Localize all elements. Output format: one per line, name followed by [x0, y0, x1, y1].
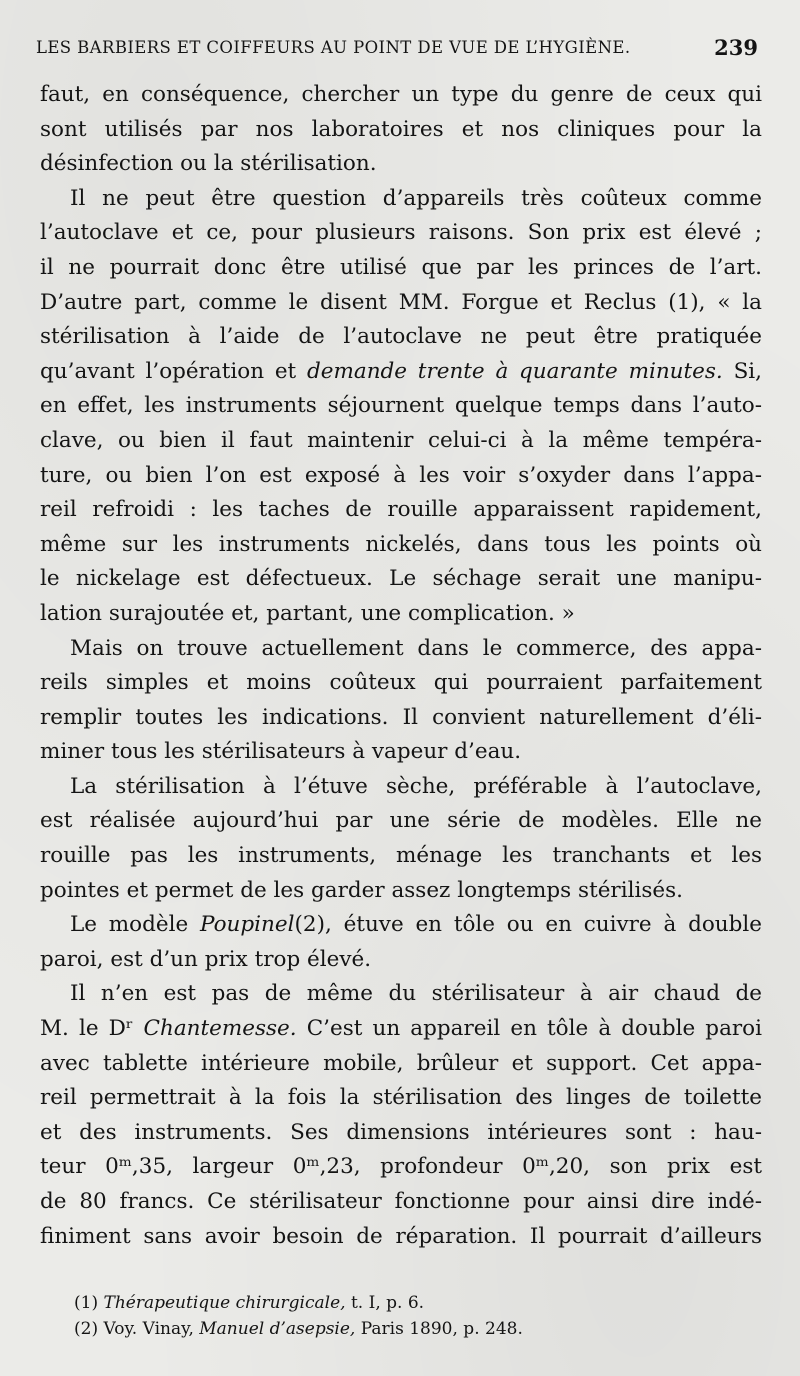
text-line: l’autoclave et ce, pour plusieurs raisons. Son prix est élevé ;: [40, 220, 762, 246]
paragraph-start-line: La stérilisation à l’étuve sèche, préférable à l’autoclave,: [70, 773, 762, 799]
text-line: miner tous les stérilisateurs à vapeur d’eau.: [40, 739, 522, 765]
footnote-marker: (1): [74, 1293, 99, 1313]
text-line: rouille pas les instruments, ménage les tranchants et les: [40, 843, 762, 869]
text-line: paroi, est d’un prix trop élevé.: [40, 946, 372, 972]
text-line: faut, en conséquence, chercher un type du genre de ceux qui: [40, 82, 762, 107]
text-line: en effet, les instruments séjournent quelque temps dans l’auto-: [40, 393, 762, 419]
text-line-with-italic: [40, 1012, 762, 1047]
text-segment: (2), étuve en tôle ou en cuivre à double: [294, 912, 762, 938]
body-text: [40, 78, 762, 1254]
text-line-with-italic: [40, 355, 762, 390]
text-line: avec tablette intérieure mobile, brûleur et support. Cet appa-: [40, 1050, 762, 1076]
text-segment: C’est un appareil en tôle à double paroi: [306, 1016, 762, 1042]
text-line: clave, ou bien il faut maintenir celui-ci à la même tempéra-: [40, 427, 762, 453]
footnote-title: Thérapeutique chirurgicale,: [103, 1293, 346, 1313]
footnote-marker: (2): [74, 1319, 99, 1339]
text-line: de 80 francs. Ce stérilisateur fonctionne pour ainsi dire indé-: [40, 1189, 762, 1214]
text-line: pointes et permet de les garder assez longtemps stérilisés.: [40, 877, 683, 903]
italic-name-segment: Chantemesse.: [143, 1016, 297, 1042]
text-line: stérilisation à l’aide de l’autoclave ne peut être pratiquée: [40, 324, 762, 350]
footnote-2: [74, 1316, 754, 1342]
text-segment: qu’avant l’opération et: [40, 358, 297, 384]
paragraph-start-line-with-italic: [40, 908, 762, 943]
text-line: finiment sans avoir besoin de réparation. Il pourrait d’ailleurs: [40, 1223, 762, 1249]
footnote-reference: Paris 1890, p. 248.: [360, 1319, 523, 1339]
text-line: le nickelage est défectueux. Le séchage serait une manipu-: [40, 566, 762, 592]
text-line: reils simples et moins coûteux qui pourraient parfaitement: [40, 670, 762, 696]
page-number: 239: [714, 35, 758, 60]
footnote-author: Voy. Vinay,: [103, 1319, 194, 1339]
text-line: même sur les instruments nickelés, dans tous les points où: [40, 531, 762, 557]
italic-quote-segment: demande trente à quarante minutes.: [307, 358, 723, 384]
footnote-title: Manuel d’asepsie,: [199, 1319, 356, 1339]
text-line: teur 0ᵐ,35, largeur 0ᵐ,23, profondeur 0ᵐ,20, son prix est: [40, 1154, 762, 1180]
text-segment: Si,: [733, 358, 763, 384]
text-line: reil permettrait à la fois la stérilisation des linges de toilette: [40, 1085, 762, 1111]
footnote-1: [74, 1290, 754, 1316]
italic-name-segment: Poupinel: [200, 912, 295, 938]
paragraph-start-line: Il ne peut être question d’appareils très coûteux comme: [70, 185, 762, 211]
text-line: ture, ou bien l’on est exposé à les voir s’oxyder dans l’appa-: [40, 462, 762, 488]
text-line: et des instruments. Ses dimensions intérieures sont : hau-: [40, 1119, 762, 1145]
text-line: désinfection ou la stérilisation.: [40, 151, 377, 177]
text-line: est réalisée aujourd’hui par une série de modèles. Elle ne: [40, 808, 762, 834]
text-line: lation surajoutée et, partant, une complication. »: [40, 600, 575, 626]
paragraph-start-line: Mais on trouve actuellement dans le commerce, des appa-: [70, 635, 762, 661]
footnote-reference: t. I, p. 6.: [350, 1293, 425, 1313]
text-line: remplir toutes les indications. Il convient naturellement d’éli-: [40, 704, 762, 730]
running-title: LES BARBIERS ET COIFFEURS AU POINT DE VUE DE L’HYGIÈNE.: [36, 38, 631, 57]
paragraph-start-line: Il n’en est pas de même du stérilisateur à air chaud de: [70, 981, 762, 1007]
footnotes: [74, 1290, 754, 1342]
text-line: sont utilisés par nos laboratoires et nos cliniques pour la: [40, 116, 762, 142]
text-line: reil refroidi : les taches de rouille apparaissent rapidement,: [40, 497, 762, 523]
text-segment: Le modèle: [70, 912, 189, 938]
text-line: D’autre part, comme le disent MM. Forgue et Reclus (1), « la: [40, 289, 762, 315]
text-segment: M. le Dʳ: [40, 1016, 134, 1042]
running-header: [36, 35, 758, 66]
text-line: il ne pourrait donc être utilisé que par les princes de l’art.: [40, 254, 762, 280]
